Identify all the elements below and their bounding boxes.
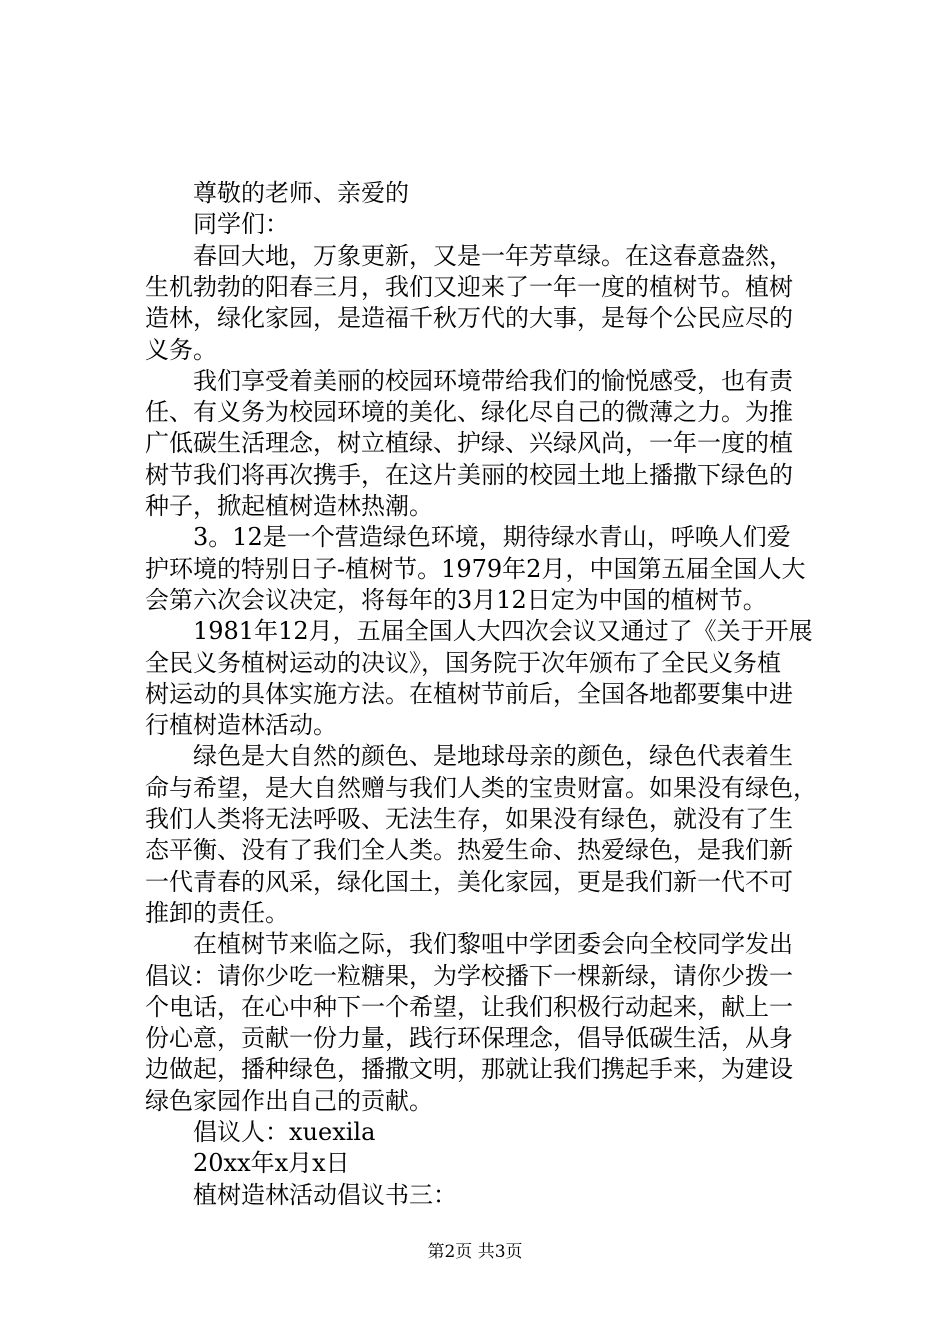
text-line: 会第六次会议决定，将每年的3月12日定为中国的植树节。 <box>145 585 767 614</box>
text-line: 树运动的具体实施方法。在植树节前后，全国各地都要集中进 <box>145 679 793 708</box>
text-line: 树节我们将再次携手，在这片美丽的校园土地上播撒下绿色的 <box>145 460 793 489</box>
text-line: 态平衡、没有了我们全人类。热爱生命、热爱绿色，是我们新 <box>145 836 793 865</box>
text-line: 植树造林活动倡议书三： <box>145 1180 457 1209</box>
text-line: 任、有义务为校园环境的美化、绿化尽自己的微薄之力。为推 <box>145 398 793 427</box>
text-line: 生机勃勃的阳春三月，我们又迎来了一年一度的植树节。植树 <box>145 272 793 301</box>
text-line: 尊敬的老师、亲爱的 <box>145 179 409 207</box>
text-line: 3。12是一个营造绿色环境，期待绿水青山，呼唤人们爱 <box>145 523 791 552</box>
text-line: 在植树节来临之际，我们黎咀中学团委会向全校同学发出 <box>145 930 793 959</box>
text-line: 边做起，播种绿色，播撒文明，那就让我们携起手来，为建设 <box>145 1055 793 1084</box>
text-line: 全民义务植树运动的决议》，国务院于次年颁布了全民义务植 <box>145 648 781 677</box>
text-line: 义务。 <box>145 335 217 364</box>
text-line: 绿色家园作出自己的贡献。 <box>145 1086 433 1115</box>
page-footer: 第2页 共3页 <box>427 1242 523 1262</box>
text-line: 推卸的责任。 <box>145 898 289 927</box>
text-line: 倡议人：xuexila <box>145 1118 376 1146</box>
text-line: 同学们： <box>145 210 289 239</box>
text-line: 我们享受着美丽的校园环境带给我们的愉悦感受，也有责 <box>145 366 793 395</box>
text-line: 1981年12月，五届全国人大四次会议又通过了《关于开展 <box>145 617 813 646</box>
text-line: 绿色是大自然的颜色、是地球母亲的颜色，绿色代表着生 <box>145 742 793 771</box>
text-line: 护环境的特别日子-植树节。1979年2月，中国第五届全国人大 <box>145 554 806 583</box>
text-line: 我们人类将无法呼吸、无法生存，如果没有绿色，就没有了生 <box>145 805 793 833</box>
text-line: 20xx年x月x日 <box>145 1149 350 1178</box>
text-line: 行植树造林活动。 <box>145 711 337 740</box>
text-line: 一代青春的风采，绿化国土，美化家园，更是我们新一代不可 <box>145 867 793 896</box>
text-line: 春回大地，万象更新，又是一年芳草绿。在这春意盎然， <box>145 241 793 270</box>
text-line: 种子，掀起植树造林热潮。 <box>145 492 433 520</box>
text-line: 造林，绿化家园，是造福千秋万代的大事，是每个公民应尽的 <box>145 304 793 333</box>
text-line: 个电话，在心中种下一个希望，让我们积极行动起来，献上一 <box>145 992 793 1021</box>
text-line: 命与希望，是大自然赠与我们人类的宝贵财富。如果没有绿色， <box>145 773 817 802</box>
text-line: 份心意，贡献一份力量，践行环保理念，倡导低碳生活，从身 <box>145 1024 793 1053</box>
text-line: 广低碳生活理念，树立植绿、护绿、兴绿风尚，一年一度的植 <box>145 429 793 458</box>
text-line: 倡议：请你少吃一粒糖果，为学校播下一棵新绿，请你少拨一 <box>145 961 793 990</box>
